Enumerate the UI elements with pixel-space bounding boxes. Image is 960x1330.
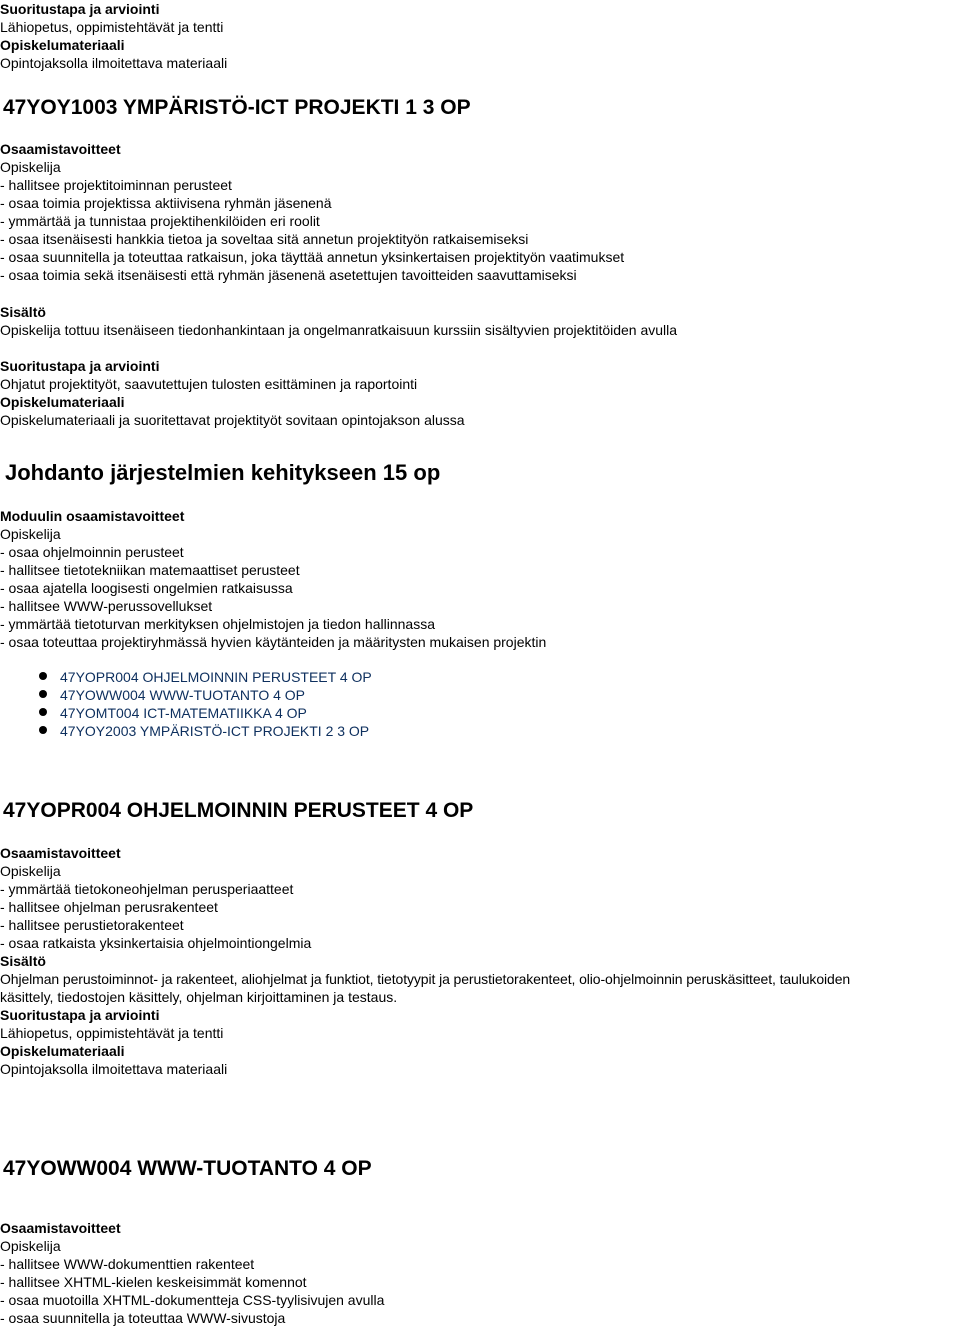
course-link[interactable]: 47YOPR004 OHJELMOINNIN PERUSTEET 4 OP [60,669,372,685]
body-text: Ohjelman perustoiminnot- ja rakenteet, aliohjelmat ja funktiot, tietotyypit ja perustietorakenteet, olio-ohjelmoinnin peruskäsitteet, taulukoiden [0,971,851,987]
body-text: Opiskelumateriaali ja suoritettavat projektityöt sovitaan opintojakson alussa [0,412,465,428]
section-heading: Suoritustapa ja arviointi [0,358,160,374]
list-item: - hallitsee WWW-dokumenttien rakenteet [0,1256,255,1272]
body-text: Opintojaksolla ilmoitettava materiaali [0,55,228,71]
section-heading: Suoritustapa ja arviointi [0,1007,160,1023]
list-item: - hallitsee projektitoiminnan perusteet [0,177,232,193]
list-item: - hallitsee ohjelman perusrakenteet [0,899,218,915]
section-heading: Osaamistavoitteet [0,1220,121,1236]
course-link[interactable]: 47YOWW004 WWW-TUOTANTO 4 OP [60,687,306,703]
list-item: - hallitsee XHTML-kielen keskeisimmät komennot [0,1274,307,1290]
section-heading: Osaamistavoitteet [0,845,121,861]
list-item: - hallitsee perustietorakenteet [0,917,184,933]
list-item: - osaa ratkaista yksinkertaisia ohjelmointiongelmia [0,935,312,951]
section-heading: Osaamistavoitteet [0,141,121,157]
body-text: Ohjatut projektityöt, saavutettujen tulosten esittäminen ja raportointi [0,376,418,392]
body-text: Opiskelija [0,526,61,542]
body-text: Opiskelija tottuu itsenäiseen tiedonhankintaan ja ongelmanratkaisuun kurssiin sisältyvien projektitöiden avulla [0,322,678,338]
list-item: - osaa ohjelmoinnin perusteet [0,544,184,560]
body-text: käsittely, tiedostojen käsittely, ohjelman kirjoittaminen ja testaus. [0,989,398,1005]
course-title: 47YOY1003 YMPÄRISTÖ-ICT PROJEKTI 1 3 OP [3,96,471,119]
body-text: Lähiopetus, oppimistehtävät ja tentti [0,19,224,35]
list-item: - ymmärtää ja tunnistaa projektihenkilöiden eri roolit [0,213,320,229]
list-item: - hallitsee WWW-perussovellukset [0,598,213,614]
list-item: - osaa suunnitella ja toteuttaa ratkaisun, joka täyttää annetun yksinkertaisen projektityön vaatimukset [0,249,625,265]
section-heading: Opiskelumateriaali [0,37,125,53]
section-heading: Opiskelumateriaali [0,394,125,410]
body-text: Opiskelija [0,1238,61,1254]
list-item: - osaa toimia sekä itsenäisesti että ryhmän jäsenenä asetettujen tavoitteiden saavuttamiseksi [0,267,577,283]
module-title: Johdanto järjestelmien kehitykseen 15 op [5,460,441,485]
body-text: Opiskelija [0,863,61,879]
list-item: - osaa suunnitella ja toteuttaa WWW-sivustoja [0,1310,286,1326]
bullet-icon [39,708,47,716]
body-text: Opiskelija [0,159,61,175]
list-item: - ymmärtää tietokoneohjelman perusperiaatteet [0,881,294,897]
body-text: Lähiopetus, oppimistehtävät ja tentti [0,1025,224,1041]
list-item: - osaa ajatella loogisesti ongelmien ratkaisussa [0,580,293,596]
bullet-icon [39,690,47,698]
list-item: - hallitsee tietotekniikan matemaattiset perusteet [0,562,300,578]
bullet-icon [39,672,47,680]
section-heading: Suoritustapa ja arviointi [0,1,160,17]
course-link[interactable]: 47YOY2003 YMPÄRISTÖ-ICT PROJEKTI 2 3 OP [60,723,370,739]
list-item: - osaa toteuttaa projektiryhmässä hyvien käytänteiden ja määritysten mukaisen projektin [0,634,547,650]
course-title: 47YOPR004 OHJELMOINNIN PERUSTEET 4 OP [3,799,474,822]
section-heading: Sisältö [0,953,46,969]
bullet-icon [39,726,47,734]
body-text: Opintojaksolla ilmoitettava materiaali [0,1061,228,1077]
list-item: - ymmärtää tietoturvan merkityksen ohjelmistojen ja tiedon hallinnassa [0,616,435,632]
list-item: - osaa muotoilla XHTML-dokumentteja CSS-tyylisivujen avulla [0,1292,385,1308]
course-title: 47YOWW004 WWW-TUOTANTO 4 OP [3,1157,372,1180]
section-heading: Moduulin osaamistavoitteet [0,508,185,524]
section-heading: Opiskelumateriaali [0,1043,125,1059]
list-item: - osaa itsenäisesti hankkia tietoa ja soveltaa sitä annetun projektityön ratkaisemiseksi [0,231,529,247]
list-item: - osaa toimia projektissa aktiivisena ryhmän jäsenenä [0,195,332,211]
section-heading: Sisältö [0,304,46,320]
course-link[interactable]: 47YOMT004 ICT-MATEMATIIKKA 4 OP [60,705,307,721]
